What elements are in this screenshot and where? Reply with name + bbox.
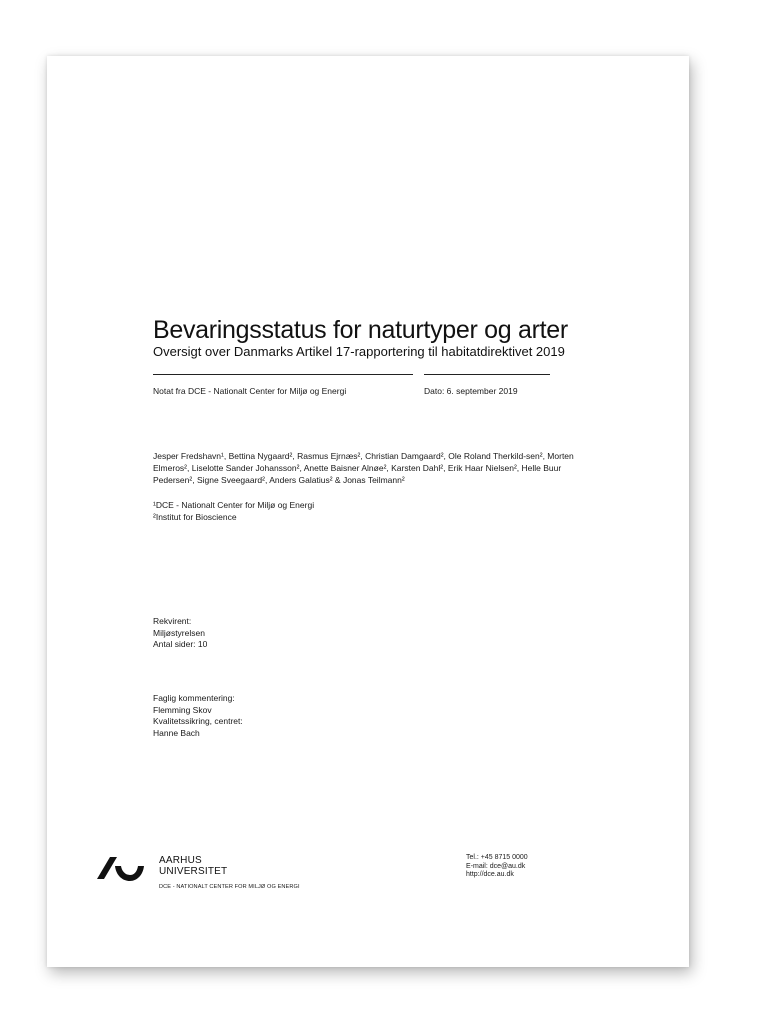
aarhus-university-logo-icon: [95, 853, 155, 883]
note-source: Notat fra DCE - Nationalt Center for Miljø og Energi: [153, 386, 347, 396]
note-date: Dato: 6. september 2019: [424, 386, 518, 396]
page-count: Antal sider: 10: [153, 639, 208, 649]
divider-left: [153, 374, 413, 375]
contact-web: http://dce.au.dk: [466, 871, 514, 878]
review-label: Faglig kommentering:: [153, 693, 235, 703]
document-subtitle: Oversigt over Danmarks Artikel 17-rapportering til habitatdirektivet 2019: [153, 344, 565, 359]
qa-label: Kvalitetssikring, centret:: [153, 716, 243, 726]
affiliation-2: ²Institut for Bioscience: [153, 511, 237, 522]
logo-subtitle: DCE - NATIONALT CENTER FOR MILJØ OG ENERGI: [159, 884, 300, 890]
document-page: [47, 56, 689, 967]
author-list: Jesper Fredshavn¹, Bettina Nygaard², Rasmus Ejrnæs², Christian Damgaard², Ole Roland Therkild-sen², Morten Elmeros², Liselotte Sander Johansson², Anette Baisner Alnøe², Karsten Dahl², Erik Haar Nielsen², Helle Buur Pedersen², Signe Sveegaard², Anders Galatius² & Jonas Teilmann²: [153, 451, 574, 485]
review-block: [153, 693, 243, 739]
divider-right: [424, 374, 550, 375]
document-title: Bevaringsstatus for naturtyper og arter: [153, 316, 568, 344]
logo-line-1: AARHUS: [159, 855, 202, 866]
requester-block: [153, 616, 207, 651]
contact-info: [466, 854, 528, 880]
logo-line-2: UNIVERSITET: [159, 866, 228, 877]
logo-wordmark: [159, 855, 300, 890]
reviewer-name: Flemming Skov: [153, 704, 212, 715]
requester-label: Rekvirent:: [153, 616, 192, 626]
contact-email: E-mail: dce@au.dk: [466, 862, 526, 870]
affiliations: [153, 500, 314, 523]
affiliation-1: ¹DCE - Nationalt Center for Miljø og Energi: [153, 500, 315, 510]
contact-phone: Tel.: +45 8715 0000: [466, 854, 528, 861]
qa-name: Hanne Bach: [153, 727, 200, 738]
requester-name: Miljøstyrelsen: [153, 627, 205, 638]
